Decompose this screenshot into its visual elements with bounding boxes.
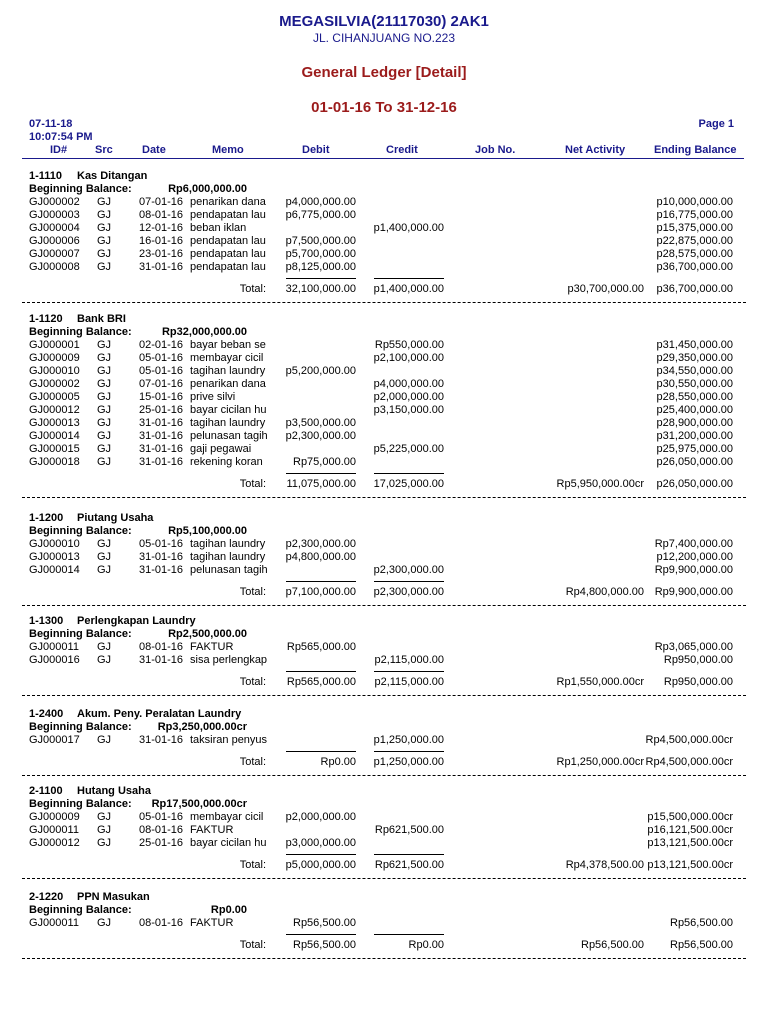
total-credit: Rp0.00: [408, 939, 444, 951]
entry-ending-balance: p25,975,000.00: [656, 443, 733, 455]
section-separator: [22, 775, 746, 776]
print-time: 10:07:54 PM: [29, 131, 93, 143]
total-credit: p2,115,000.00: [374, 676, 444, 688]
entry-ending-balance: Rp3,065,000.00: [654, 641, 733, 653]
date-range: 01-01-16 To 31-12-16: [311, 99, 457, 116]
entry-id: GJ000009: [29, 352, 80, 364]
entry-id: GJ000011: [29, 824, 79, 836]
total-credit: p2,300,000.00: [373, 586, 444, 598]
entry-src: GJ: [97, 365, 112, 377]
total-credit: 17,025,000.00: [373, 478, 444, 490]
total-label: Total:: [239, 676, 266, 688]
debit-total-rule: [286, 854, 356, 855]
account-name: Bank BRI: [77, 313, 126, 325]
entry-credit: p2,115,000.00: [374, 654, 444, 666]
credit-total-rule: [374, 854, 444, 855]
entry-src: GJ: [97, 339, 112, 351]
entry-src: GJ: [97, 248, 112, 260]
entry-credit: p3,150,000.00: [373, 404, 444, 416]
entry-src: GJ: [97, 551, 112, 563]
col-header-job-no: Job No.: [475, 144, 516, 156]
entry-date: 12-01-16: [139, 222, 184, 234]
section-separator: [22, 605, 746, 606]
entry-date: 31-01-16: [139, 734, 184, 746]
entry-memo: FAKTUR: [190, 824, 234, 836]
entry-date: 08-01-16: [139, 824, 184, 836]
entry-date: 25-01-16: [139, 837, 184, 849]
entry-id: GJ000013: [29, 551, 80, 563]
debit-total-rule: [286, 751, 356, 752]
entry-debit: p2,300,000.00: [285, 430, 356, 442]
entry-debit: Rp75,000.00: [293, 456, 356, 468]
total-credit: Rp621,500.00: [374, 859, 444, 871]
entry-src: GJ: [97, 417, 112, 429]
entry-debit: p4,800,000.00: [285, 551, 356, 563]
print-date: 07-11-18: [29, 118, 73, 130]
entry-ending-balance: p30,550,000.00: [656, 378, 733, 390]
entry-src: GJ: [97, 641, 112, 653]
entry-memo: pendapatan lau: [190, 261, 266, 273]
entry-date: 31-01-16: [139, 564, 184, 576]
col-header-src: Src: [95, 144, 113, 156]
entry-memo: tagihan laundry: [190, 551, 266, 563]
entry-ending-balance: Rp4,500,000.00cr: [645, 734, 733, 746]
entry-ending-balance: p13,121,500.00cr: [647, 837, 733, 849]
account-code: 1-1300: [29, 615, 64, 627]
entry-credit: Rp621,500.00: [374, 824, 444, 836]
entry-debit: p8,125,000.00: [285, 261, 356, 273]
entry-src: GJ: [97, 222, 112, 234]
entry-src: GJ: [97, 811, 112, 823]
entry-date: 23-01-16: [139, 248, 184, 260]
col-header-memo: Memo: [212, 144, 244, 156]
entry-credit: p2,100,000.00: [373, 352, 444, 364]
entry-credit: p2,000,000.00: [373, 391, 444, 403]
total-net-activity: Rp1,250,000.00cr: [556, 756, 644, 768]
entry-memo: pelunasan tagih: [190, 430, 268, 442]
entry-ending-balance: p36,700,000.00: [656, 261, 733, 273]
beginning-balance-value: Rp0.00: [210, 904, 247, 916]
entry-src: GJ: [97, 654, 112, 666]
entry-date: 05-01-16: [139, 538, 184, 550]
entry-memo: taksiran penyus: [190, 734, 268, 746]
entry-date: 25-01-16: [139, 404, 184, 416]
total-net-activity: Rp5,950,000.00cr: [556, 478, 644, 490]
entry-debit: p2,300,000.00: [285, 538, 356, 550]
entry-id: GJ000018: [29, 456, 80, 468]
entry-ending-balance: p28,575,000.00: [656, 248, 733, 260]
credit-total-rule: [374, 671, 444, 672]
entry-credit: p5,225,000.00: [373, 443, 444, 455]
beginning-balance-value: Rp3,250,000.00cr: [157, 721, 247, 733]
beginning-balance-label: Beginning Balance:: [29, 326, 132, 338]
total-net-activity: Rp4,378,500.00: [565, 859, 644, 871]
beginning-balance-value: Rp2,500,000.00: [168, 628, 247, 640]
total-debit: p7,100,000.00: [285, 586, 356, 598]
entry-debit: p3,000,000.00: [285, 837, 356, 849]
entry-debit: p3,500,000.00: [285, 417, 356, 429]
entry-memo: tagihan laundry: [190, 538, 266, 550]
total-label: Total:: [239, 283, 266, 295]
entry-ending-balance: p15,375,000.00: [656, 222, 733, 234]
entry-id: GJ000015: [29, 443, 80, 455]
account-code: 1-1120: [29, 313, 63, 325]
entry-id: GJ000005: [29, 391, 80, 403]
credit-total-rule: [374, 934, 444, 935]
entry-id: GJ000006: [29, 235, 80, 247]
beginning-balance-value: Rp6,000,000.00: [168, 183, 247, 195]
col-header-ending-balance: Ending Balance: [654, 144, 737, 156]
entry-date: 08-01-16: [139, 917, 184, 929]
entry-memo: rekening koran: [190, 456, 263, 468]
entry-date: 05-01-16: [139, 365, 184, 377]
entry-src: GJ: [97, 209, 112, 221]
entry-debit: p2,000,000.00: [285, 811, 356, 823]
entry-ending-balance: Rp7,400,000.00: [654, 538, 733, 550]
company-name: MEGASILVIA(21117030) 2AK1: [279, 13, 489, 30]
col-header-debit: Debit: [302, 144, 330, 156]
total-label: Total:: [239, 756, 266, 768]
entry-credit: p1,250,000.00: [373, 734, 444, 746]
entry-id: GJ000009: [29, 811, 80, 823]
entry-src: GJ: [97, 378, 112, 390]
section-separator: [22, 878, 746, 879]
entry-src: GJ: [97, 235, 112, 247]
total-ending-balance: Rp4,500,000.00cr: [645, 756, 733, 768]
entry-id: GJ000002: [29, 196, 80, 208]
total-net-activity: Rp1,550,000.00cr: [556, 676, 644, 688]
beginning-balance-label: Beginning Balance:: [29, 183, 132, 195]
entry-date: 08-01-16: [139, 209, 184, 221]
entry-memo: penarikan dana: [190, 378, 266, 390]
account-name: Hutang Usaha: [77, 785, 151, 797]
account-name: Akum. Peny. Peralatan Laundry: [77, 708, 242, 720]
total-net-activity: Rp56,500.00: [581, 939, 644, 951]
entry-debit: Rp56,500.00: [293, 917, 356, 929]
section-separator: [22, 302, 746, 303]
beginning-balance-label: Beginning Balance:: [29, 798, 132, 810]
entry-date: 31-01-16: [139, 430, 184, 442]
entry-id: GJ000012: [29, 837, 80, 849]
entry-ending-balance: p25,400,000.00: [656, 404, 733, 416]
credit-total-rule: [374, 473, 444, 474]
entry-src: GJ: [97, 196, 112, 208]
entry-memo: pendapatan lau: [190, 235, 266, 247]
col-header-id: ID#: [50, 144, 68, 156]
entry-id: GJ000014: [29, 430, 80, 442]
entry-src: GJ: [97, 538, 112, 550]
beginning-balance-value: Rp17,500,000.00cr: [151, 798, 247, 810]
beginning-balance-label: Beginning Balance:: [29, 721, 132, 733]
entry-credit: p2,300,000.00: [373, 564, 444, 576]
account-name: Perlengkapan Laundry: [77, 615, 196, 627]
beginning-balance-value: Rp32,000,000.00: [161, 326, 247, 338]
entry-ending-balance: p34,550,000.00: [656, 365, 733, 377]
entry-id: GJ000010: [29, 538, 80, 550]
entry-ending-balance: Rp9,900,000.00: [654, 564, 733, 576]
total-label: Total:: [239, 859, 266, 871]
entry-id: GJ000017: [29, 734, 80, 746]
credit-total-rule: [374, 751, 444, 752]
entry-memo: sisa perlengkap: [190, 654, 268, 666]
entry-date: 31-01-16: [139, 417, 184, 429]
beginning-balance-label: Beginning Balance:: [29, 628, 132, 640]
entry-ending-balance: p15,500,000.00cr: [647, 811, 733, 823]
entry-src: GJ: [97, 430, 112, 442]
entry-src: GJ: [97, 456, 112, 468]
entry-src: GJ: [97, 443, 112, 455]
account-name: PPN Masukan: [77, 891, 150, 903]
account-code: 2-1220: [29, 891, 64, 903]
total-ending-balance: Rp56,500.00: [670, 939, 733, 951]
entry-id: GJ000011: [29, 641, 79, 653]
entry-id: GJ000011: [29, 917, 79, 929]
entry-date: 07-01-16: [139, 196, 184, 208]
entry-ending-balance: p26,050,000.00: [656, 456, 733, 468]
entry-id: GJ000016: [29, 654, 80, 666]
entry-src: GJ: [97, 917, 112, 929]
total-debit: 32,100,000.00: [285, 283, 356, 295]
entry-date: 16-01-16: [139, 235, 184, 247]
header-rule: [22, 158, 744, 159]
entry-date: 31-01-16: [139, 654, 184, 666]
entry-memo: gaji pegawai: [190, 443, 252, 455]
company-address: JL. CIHANJUANG NO.223: [312, 31, 456, 45]
debit-total-rule: [286, 934, 356, 935]
entry-date: 31-01-16: [139, 261, 184, 273]
entry-date: 07-01-16: [139, 378, 184, 390]
entry-memo: tagihan laundry: [190, 417, 266, 429]
entry-memo: bayar cicilan hu: [190, 404, 267, 416]
entry-ending-balance: p10,000,000.00: [656, 196, 733, 208]
entry-memo: pendapatan lau: [190, 209, 266, 221]
entry-id: GJ000001: [29, 339, 80, 351]
account-name: Kas Ditangan: [77, 170, 148, 182]
account-code: 1-1110: [29, 170, 63, 182]
page-number: Page 1: [698, 118, 734, 130]
credit-total-rule: [374, 278, 444, 279]
entry-date: 15-01-16: [139, 391, 184, 403]
entry-date: 02-01-16: [139, 339, 184, 351]
entry-ending-balance: p29,350,000.00: [656, 352, 733, 364]
entry-ending-balance: p12,200,000.00: [656, 551, 733, 563]
entry-ending-balance: p31,450,000.00: [656, 339, 733, 351]
entry-src: GJ: [97, 404, 112, 416]
entry-date: 05-01-16: [139, 811, 184, 823]
debit-total-rule: [286, 671, 356, 672]
entry-debit: p5,700,000.00: [285, 248, 356, 260]
entry-id: GJ000002: [29, 378, 80, 390]
total-debit: 11,075,000.00: [286, 478, 356, 490]
total-debit: Rp56,500.00: [293, 939, 356, 951]
credit-total-rule: [374, 581, 444, 582]
entry-id: GJ000003: [29, 209, 80, 221]
total-ending-balance: p13,121,500.00cr: [647, 859, 733, 871]
total-ending-balance: Rp9,900,000.00: [654, 586, 733, 598]
report-title: General Ledger [Detail]: [301, 64, 467, 81]
entry-ending-balance: p31,200,000.00: [656, 430, 733, 442]
entry-memo: prive silvi: [190, 391, 236, 403]
debit-total-rule: [286, 473, 356, 474]
account-code: 2-1100: [29, 785, 63, 797]
entry-ending-balance: p28,550,000.00: [656, 391, 733, 403]
entry-date: 31-01-16: [139, 456, 184, 468]
entry-memo: tagihan laundry: [190, 365, 266, 377]
entry-id: GJ000013: [29, 417, 80, 429]
entry-src: GJ: [97, 824, 112, 836]
entry-id: GJ000012: [29, 404, 80, 416]
entry-memo: FAKTUR: [190, 641, 234, 653]
entry-memo: bayar cicilan hu: [190, 837, 267, 849]
entry-ending-balance: p22,875,000.00: [656, 235, 733, 247]
entry-src: GJ: [97, 391, 112, 403]
entry-id: GJ000010: [29, 365, 80, 377]
entry-credit: p1,400,000.00: [373, 222, 444, 234]
entry-credit: Rp550,000.00: [374, 339, 444, 351]
col-header-date: Date: [142, 144, 166, 156]
entry-debit: p6,775,000.00: [285, 209, 356, 221]
entry-memo: FAKTUR: [190, 917, 234, 929]
debit-total-rule: [286, 581, 356, 582]
entry-date: 05-01-16: [139, 352, 184, 364]
entry-memo: penarikan dana: [190, 196, 266, 208]
entry-ending-balance: p16,775,000.00: [656, 209, 733, 221]
total-ending-balance: p36,700,000.00: [656, 283, 733, 295]
total-debit: Rp565,000.00: [286, 676, 356, 688]
account-code: 1-2400: [29, 708, 64, 720]
total-net-activity: p30,700,000.00: [567, 283, 644, 295]
entry-memo: pendapatan lau: [190, 248, 266, 260]
section-separator: [22, 497, 746, 498]
entry-credit: p4,000,000.00: [373, 378, 444, 390]
entry-memo: bayar beban se: [190, 339, 266, 351]
entry-date: 31-01-16: [139, 443, 184, 455]
entry-debit: Rp565,000.00: [286, 641, 356, 653]
entry-memo: pelunasan tagih: [190, 564, 268, 576]
entry-date: 31-01-16: [139, 551, 184, 563]
entry-debit: p5,200,000.00: [285, 365, 356, 377]
entry-ending-balance: p28,900,000.00: [656, 417, 733, 429]
account-code: 1-1200: [29, 512, 64, 524]
section-separator: [22, 958, 746, 959]
total-credit: p1,400,000.00: [373, 283, 444, 295]
entry-ending-balance: Rp56,500.00: [670, 917, 733, 929]
total-ending-balance: p26,050,000.00: [656, 478, 733, 490]
total-label: Total:: [239, 478, 266, 490]
total-net-activity: Rp4,800,000.00: [565, 586, 644, 598]
entry-memo: beban iklan: [190, 222, 247, 234]
entry-src: GJ: [97, 837, 112, 849]
total-label: Total:: [239, 939, 266, 951]
account-name: Piutang Usaha: [77, 512, 154, 524]
entry-id: GJ000014: [29, 564, 80, 576]
entry-ending-balance: Rp950,000.00: [663, 654, 733, 666]
entry-ending-balance: p16,121,500.00cr: [647, 824, 733, 836]
total-label: Total:: [239, 586, 266, 598]
beginning-balance-value: Rp5,100,000.00: [168, 525, 247, 537]
entry-src: GJ: [97, 352, 112, 364]
beginning-balance-label: Beginning Balance:: [29, 525, 132, 537]
entry-debit: p7,500,000.00: [285, 235, 356, 247]
entry-id: GJ000008: [29, 261, 80, 273]
total-credit: p1,250,000.00: [373, 756, 444, 768]
entry-memo: membayar cicil: [190, 352, 264, 364]
debit-total-rule: [286, 278, 356, 279]
total-debit: Rp0.00: [320, 756, 356, 768]
entry-id: GJ000007: [29, 248, 80, 260]
entry-id: GJ000004: [29, 222, 80, 234]
total-debit: p5,000,000.00: [285, 859, 356, 871]
total-ending-balance: Rp950,000.00: [663, 676, 733, 688]
entry-debit: p4,000,000.00: [285, 196, 356, 208]
entry-src: GJ: [97, 564, 112, 576]
entry-memo: membayar cicil: [190, 811, 264, 823]
beginning-balance-label: Beginning Balance:: [29, 904, 132, 916]
entry-src: GJ: [97, 734, 112, 746]
entry-src: GJ: [97, 261, 112, 273]
col-header-credit: Credit: [386, 144, 418, 156]
col-header-net-activity: Net Activity: [565, 144, 626, 156]
section-separator: [22, 695, 746, 696]
entry-date: 08-01-16: [139, 641, 184, 653]
